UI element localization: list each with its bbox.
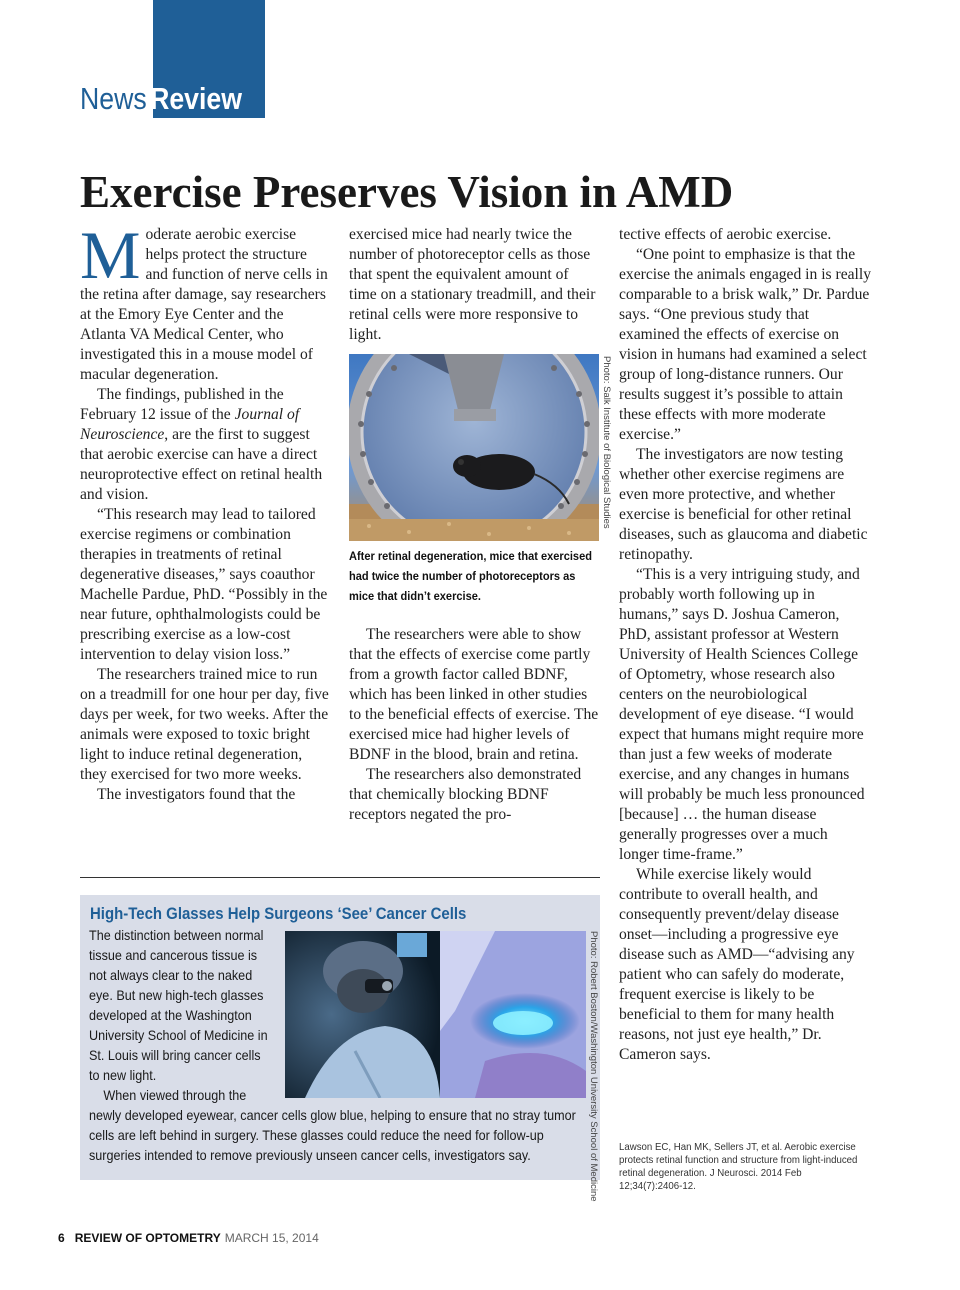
mouse-wheel-photo bbox=[349, 354, 599, 541]
paragraph bbox=[80, 385, 332, 505]
paragraph-text: The findings, published in the February 12 issue of the bbox=[80, 386, 284, 423]
page-footer bbox=[58, 1231, 319, 1245]
sidebar-line: to new light. bbox=[89, 1067, 157, 1083]
sidebar-line: cells are left behind in surgery. These glasses could reduce the need for follow-up bbox=[89, 1127, 544, 1143]
drop-cap: M bbox=[80, 217, 141, 293]
paragraph: “This research may lead to tailored exercise regimens or combination therapies in treatments of retinal degenerative diseases,” says coauthor Machelle Pardue, PhD. “Possibly in the near future, ophthalmologists could be prescribing exercise as a low-cost intervention to delay vision loss.” bbox=[80, 506, 328, 663]
paragraph-text: , are the first to suggest that aerobic exercise can have a direct neuroprotective effect on retinal health and vision. bbox=[80, 426, 323, 503]
sidebar-line: newly developed eyewear, cancer cells glow blue, helping to ensure that no stray tumor bbox=[89, 1107, 576, 1123]
lead-text: oderate aerobic exercise helps protect the structure and function of nerve cells in the retina after damage, say researchers at the Emory Eye Center and the Atlanta VA Medical Center, who investigated this in a mouse model of macular degeneration. bbox=[80, 226, 328, 383]
page-number: 6 bbox=[58, 1231, 65, 1245]
paragraph: tective effects of aerobic exercise. bbox=[619, 226, 832, 243]
sidebar-line: developed at the Washington bbox=[89, 1007, 252, 1023]
magazine-name: REVIEW OF OPTOMETRY bbox=[74, 1231, 221, 1245]
mouse-photo-caption: After retinal degeneration, mice that exercised had twice the number of photoreceptors as mice that didn’t exercise. bbox=[349, 549, 592, 603]
sidebar-line: The distinction between normal bbox=[89, 927, 264, 943]
article-column-2-continued bbox=[349, 625, 599, 825]
paragraph: The researchers were able to show that the effects of exercise come partly from a growth factor called BDNF, which has been linked in other studies to the beneficial effects of exercise. The exercised mice had higher levels of BDNF in the blood, brain and retina. bbox=[349, 626, 599, 763]
sidebar-line: surgeries intended to remove previously unseen cancer cells, investigators say. bbox=[89, 1147, 531, 1163]
mouse-wheel-illustration bbox=[349, 354, 599, 541]
paragraph: The researchers also demonstrated that chemically blocking BDNF receptors negated the pro- bbox=[349, 766, 582, 823]
article-headline: Exercise Preserves Vision in AMD bbox=[80, 167, 734, 217]
sidebar-line: University School of Medicine in bbox=[89, 1027, 268, 1043]
paragraph: exercised mice had nearly twice the number of photoreceptor cells as those that spent the equivalent amount of time on a stationary treadmill, and their retinal cells were more responsive to light. bbox=[349, 226, 596, 343]
sidebar-line: When viewed through the bbox=[103, 1087, 247, 1103]
paragraph: “This is a very intriguing study, and probably worth following up in humans,” says D. Joshua Cameron, PhD, assistant professor at Western University of Health Sciences College of Optometry, whose research also centers on the neurobiological development of eye disease. “I would expect that humans might require more than just a few weeks of moderate exercise, and any changes in humans will probably be much less pronounced [because] … the human disease generally progresses over a much longer time-frame.” bbox=[619, 566, 865, 863]
article-column-1 bbox=[80, 217, 332, 805]
sidebar-line: St. Louis will bring cancer cells bbox=[89, 1047, 261, 1063]
mouse-photo-credit: Photo: Salk Institute of Biological Studies bbox=[601, 356, 612, 529]
paragraph: While exercise likely would contribute to overall health, and consequently prevent/delay disease onset—including a progressive eye disease such as AMD—“advising any patient who can safely do moderate, frequent exercise is likely to be beneficial to them for many health reasons, not just eye health,” Dr. Cameron says. bbox=[619, 866, 855, 1063]
sidebar-line: eye. But new high-tech glasses bbox=[89, 987, 264, 1003]
surgeon-glasses-illustration bbox=[285, 931, 586, 1098]
section-review: Review bbox=[150, 81, 242, 116]
sidebar-line: not always clear to the naked bbox=[89, 967, 253, 983]
sidebar-line: tissue and cancerous tissue is bbox=[89, 947, 258, 963]
section-label bbox=[80, 80, 242, 118]
sidebar-title: High-Tech Glasses Help Surgeons ‘See’ Cancer Cells bbox=[90, 904, 467, 923]
paragraph: The researchers trained mice to run on a treadmill for one hour per day, five days per week, for two weeks. After the animals were exposed to toxic bright light to induce retinal degeneration, they exercised for two more weeks. bbox=[80, 666, 329, 783]
glasses-photo-credit: Photo: Robert Boston/Washington University School of Medicine bbox=[588, 931, 599, 1202]
surgeon-glasses-photo bbox=[285, 931, 586, 1098]
article-column-2 bbox=[349, 225, 599, 345]
paragraph: The investigators are now testing whether other exercise regimens are even more protective, and whether exercise is beneficial for other retinal diseases, such as glaucoma and diabetic retinopathy. bbox=[619, 446, 868, 563]
journal-name: Journal of Neuroscience bbox=[80, 406, 300, 443]
issue-date: MARCH 15, 2014 bbox=[224, 1231, 319, 1245]
paragraph: “One point to emphasize is that the exercise the animals engaged in is really comparable to a brisk walk,” Dr. Pardue says. “One previous study that examined the effects of exercise on vision in humans had examined a select group of long-distance runners. Our results suggest it’s possible to attain these effects with more moderate exercise.” bbox=[619, 246, 871, 443]
article-reference: Lawson EC, Han MK, Sellers JT, et al. Aerobic exercise protects retinal function and structure from light-induced retinal degeneration. J Neurosci. 2014 Feb 12;34(7):2406-12. bbox=[619, 1141, 858, 1192]
section-divider bbox=[80, 877, 600, 878]
article-column-3 bbox=[619, 225, 871, 1065]
paragraph: The investigators found that the bbox=[97, 786, 296, 803]
section-news: News bbox=[80, 81, 147, 116]
lead-paragraph bbox=[80, 217, 332, 385]
